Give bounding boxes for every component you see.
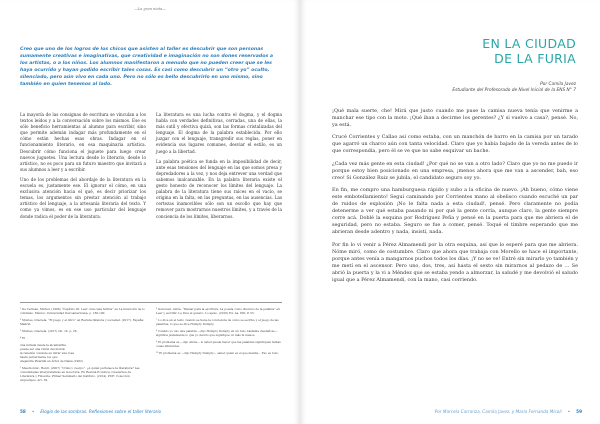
footnote: ⁴ El bbox=[20, 336, 25, 340]
paragraph: Por fin lo vi venir a Pérez Almamendi por la otra esquina, así que lo esperé para que me abriera. Nóme miró, como de costumbre. Claro que ahora que trabaja con Morello se hace el importante, porque antes venía a mangarnos puchos todos los días. ¡Y no se ve! Entré sin mirarlo yo también y me metí en el ascensor. Pero uno, dos, tres, así hasta el sexto sin mirarnos al pedazo de … Se abrió la puerta y la vi a Méndez que se estaba yendo a almorzar, la saludé y me devolvió el saludo igual que a Pérez Almamendi, con la mano, casi corriendo. bbox=[332, 241, 578, 283]
folio-authors: Por Marcela Carranza, Camila Javez, y María Fernanda Micoli bbox=[434, 409, 562, 414]
story-title-line-1: EN LA CIUDAD bbox=[482, 36, 576, 51]
paragraph: ¡Qué mala suerte, che! Mirá que justo cuando me puse la camisa nueva tenía que venirme a manchar ese tipo con la moto. ¡Qué iban a decirme los gerentes? ¿Y si vuelvo a casa?, pensé. No, ya está. bbox=[332, 108, 578, 129]
footnote: ⁵ Meschonnic, Henri. (2007) “Crisis y cuerpo”. ¿A quién pertenece la literatura? Las comunidades interpretativas en la lectura. En Revista Ecdotica, Cuadernos de Literatura y Filosofía. Primer Seminario del Instituto. (2014). PUE: Colección Arquetipos. Art. 59. bbox=[20, 366, 140, 382]
footnotes bbox=[20, 302, 282, 385]
folio-left bbox=[20, 409, 161, 414]
footnotes-column-1 bbox=[20, 307, 146, 385]
footnote: ¹⁰ El problema es —dijo Humpty Dumpty— saber quien es el que manda… Eso es todo. bbox=[156, 351, 279, 355]
paragraph: La literatura es una lucha contra el dogma, y el dogma habla con verdades definitivas, cerradas, una de ellas, la más sutil y efectiva quizá, son las formas cristalizadas del lenguaje. El dogma de la palabra establecida. Por ello juzgar con el lenguaje, transgredir sus reglas, poner en evidencia sus lugares comunes, desviar el estilo, es un juego a la libertad. bbox=[156, 112, 282, 154]
footnote: ⁹ El problema es —dijo Alicia— si usted puede hacer que las palabras signifiquen tantas cosas diferentes. bbox=[156, 340, 281, 348]
page-number: 59 bbox=[576, 409, 582, 414]
running-head: —La gran nieta— bbox=[134, 7, 166, 11]
byline bbox=[336, 82, 576, 94]
right-page bbox=[300, 0, 600, 424]
paragraph: Crucé Corrientes y Callao así como estaba, con un manchón de barro en la camisa por un tarado que agarró un charco aún con tanta velocidad. Claro que yo había bajado de la vereda antes de lo que correspondía, pero él se ve que no sabe esquivar un bache. bbox=[332, 134, 578, 155]
footnotes-column-2 bbox=[156, 307, 282, 385]
story-body bbox=[332, 108, 578, 289]
paragraph: Uno de los problemas del abordaje de la literatura en la escuela es, justamente ese. El ignorar el cómo, en una exclusiva atención hacia el qué, es decir priorizar los temas, los argumentos sin prestar atención al trabajo artístico del lenguaje, a la artesanía literaria del texto. Y como ya vimos, es en ese uso particular del lenguaje donde radica el poder de la literatura. bbox=[20, 176, 146, 219]
footnote: ⁷ Lo dice en el texto cuando se tiene la conciencia de como se escribe y el juego de las palabras, lo que se dice Humpty Dumpty. bbox=[156, 318, 279, 326]
paragraph: ¿Cada vez más gente en esta ciudad! ¿Por qué no se van a otro lado? Claro que yo no me puedo ir porque estoy bien posicionado en una empresa, ¡menos ahora que me van a ascender, bah, eso creo! Si González Ruiz se jubila, el candidato seguro soy yo. bbox=[332, 160, 578, 181]
byline-author: Por Camila Javez bbox=[540, 82, 576, 87]
byline-role: Estudiante del Profesorado de Nivel Inicial de la ENS N° 7 bbox=[452, 88, 576, 93]
paragraph: La mayoría de las consignas de escritura se vinculan a los textos leídos y a la conversación sobre los mismos. Ese es sólo beneficio herramientas al alumno para escribir, sino que permite ademán indagar más profundamente en el cómo están hechas esas obras. Indagar en el funcionamiento literario, en esa maquinaria artística. Descubrir cómo funciona el juguete para luego crear nuevos juguetes. Una lectura desde lo literario, desde lo artístico, no es poco para un futuro maestro que invitará a sus alumnos a leer y a escribir. bbox=[20, 112, 146, 172]
page-number: 58 bbox=[20, 409, 26, 414]
folio-right bbox=[435, 409, 582, 414]
paragraph: La palabra poética se funda en la imposibilidad de decir, ante esas tensiones del lenguaje en las que somos presa y depredadores a la vez, y nos deja entrever una verdad que sabemos inalcanzable. En la palabra literaria existe el gesto honesto de reconocer los límites del lenguaje. La palabra de la literatura tiene sus raíces en el vacío, se origina en la falta, en las preguntas, en las ausencias. Las certezas inamovibles sólo son un escollo que hay que remover para mostrarnos nuestros límites, y a través de la conciencia de los límites, liberarnos. bbox=[156, 158, 282, 219]
story-title-line-2: DE LA FURIA bbox=[494, 51, 576, 66]
footnote: ³ Montes, Graciela. (2017) Ob. cit. p. 26. bbox=[20, 329, 78, 333]
paragraph: En fin, me compro una hamburguesa rápido y subo a la oficina de nuevo. ¡Ah bueno, cómo viene este embotellamiento! Seguí caminando por Corrientes mano al obelisco cuando escuché un par de ruidos de explosión ¡No le falta nada a esta ciudad!, pensé. Pero claramente no podía detenerme a ver qué estaba pasando ni por qué la gente corría, aunque claro, la gente siempre corre acá. Doblé la esquina por Rodríguez Peña y pensé en la puerta para que me abriera el de seguridad, pero no estaba. Seguro se fue a comer, pensé. Toqué el timbre esperando que me abrieran desde adentro y nada, insistí, nada. bbox=[332, 186, 578, 236]
body-columns bbox=[20, 112, 282, 224]
footnote: una mirada desde la alcantarilla puede ser una visión del mundo la rebelión consiste en mirar una rosa hasta pulverizarse los ojos Alejandra Pizarnik en Árbol de Diana (1962) bbox=[20, 343, 83, 363]
body-column-2 bbox=[156, 112, 282, 224]
footnote: ⁶ Genovesi, Alicia. “Pensar para la escritura. La poesía como discurso de la palabra” en Leer y escribir. Le Dice el genero. Lo ajeno. (2016) Ed. Aa. PDI, P. 55. bbox=[156, 307, 280, 315]
separator-dot: • bbox=[31, 409, 35, 414]
intro-highlight: Creo que uno de los logros de los chicos que asisten al taller es descubrir que son personas sumamente creativas e imaginativas, que creatividad e imaginación no son dones reservados a los artistas, o a los niños. Los alumnos manifestaron a menudo que no pueden creer que se les haya ocurrido y hayan podido escribir tales cosas. Es casi como descubrir un “otro yo” oculto, silenciado, pero aún vivo en cada uno. Pero no sólo es bello descubrirlo en uno mismo, sino también en quien tenemos al lado. bbox=[20, 47, 274, 87]
story-title bbox=[376, 36, 576, 66]
footnote: ¹ De Certeau, Michel. (1996) “Capítulo III. Leer: una caza furtiva” en La invención de lo cotidiano. México: Universidad Iberoamericana. p. 180-190. bbox=[20, 307, 145, 315]
footnote: ⁸ Cuando yo uso una palabra —dijo Humpty Dumpty en un tono bastante desdeñoso— significa justamente lo que yo decido que signifique: ni más ni menos. bbox=[156, 329, 278, 337]
separator-dot: • bbox=[567, 409, 571, 414]
body-column-1 bbox=[20, 112, 146, 224]
footnote: ² Montes, Graciela. “El juego y el libro” en Revista Infancia y sociedad. (2017). España: Madrid. bbox=[20, 318, 145, 326]
book-title: Elogio de las sombras. Reflexiones sobre el taller literario bbox=[40, 409, 162, 414]
